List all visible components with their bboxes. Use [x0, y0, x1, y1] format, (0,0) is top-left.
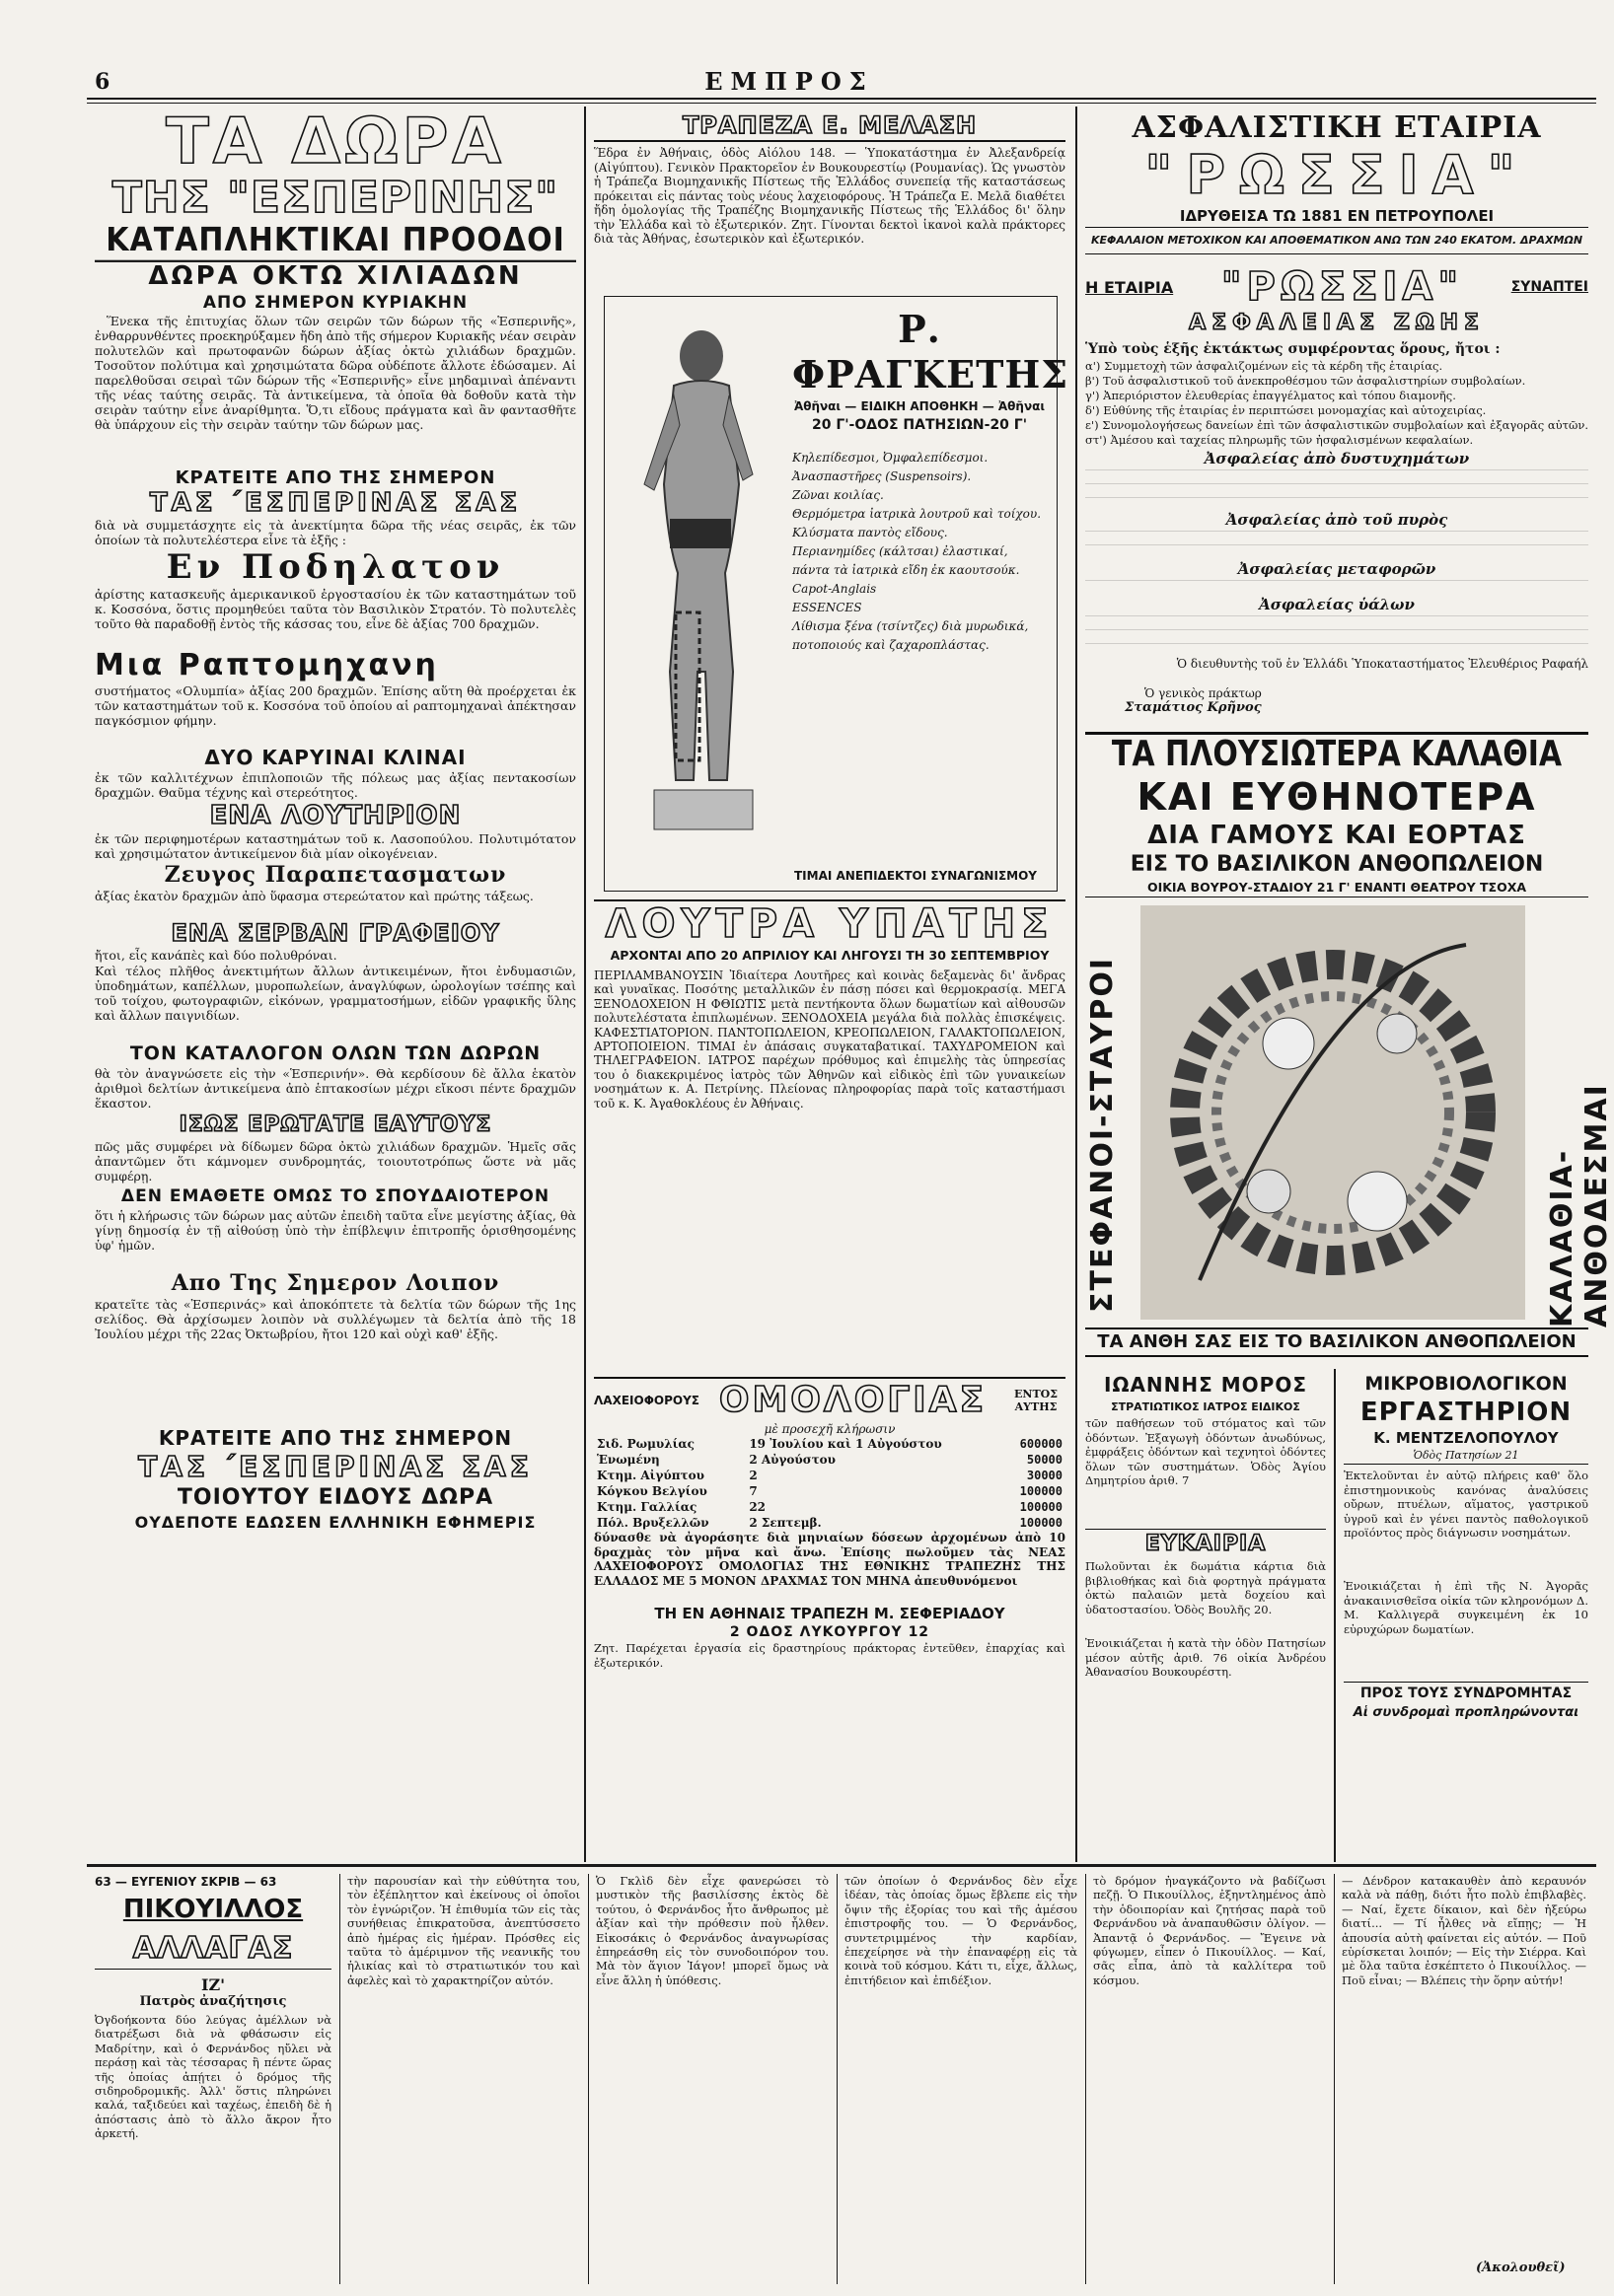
serial-title: ΠΙΚΟΥΙΛΛΟΣ	[122, 1895, 304, 1924]
serial-p2: τὴν παρουσίαν καὶ τὴν εὐθύτητα του, τὸν ἐξέπληττον καὶ ἐκείνους οἱ ὁποῖοι τὸν ἐγνώριζον. Ἡ ἐπιθυμία τῶν εἰς τὰς συνήθειας ἐπικρατοῦσα, ἀνεπτύσσετο ἀπὸ ἡμέρας εἰς ἡμέραν. Πρόσθες εἰς ταῦτα τὸ ἀμέριμνον τῆς νεανικῆς του ἡλικίας καὶ τὸ στρατιωτικόν του καὶ ἀφελὲς καὶ τὸ χαρακτηρίζον αὐτόν.	[347, 1874, 580, 1987]
insurance-terms: Ὑπὸ τοὺς ἑξῆς ἐκτάκτως συμφέροντας ὅρους, ἤτοι :	[1085, 341, 1501, 357]
gifts-title-2: ΤΗΣ "ΕΣΠΕΡΙΝΗΣ"	[111, 173, 559, 223]
doctor-ad	[1085, 1371, 1326, 1723]
insurance-name-2: "ΡΩΣΣΙΑ"	[1220, 264, 1464, 310]
office-heading: ΕΝΑ ΣΕΡΒΑΝ ΓΡΑΦΕΙΟΥ	[171, 919, 500, 947]
insurance-accident: Ἀσφαλείας ἀπὸ δυστυχημάτων	[1204, 450, 1470, 467]
lab-text-2: Ἐνοικιάζεται ἡ ἐπὶ τῆς Ν. Ἀγορᾶς ἀνακαινισθεῖσα οἰκία τῶν κληρονόμων Δ. Μ. Καλλιγερᾶ συγκειμένη ἐκ 10 εὐρυχώρων δωματίων.	[1344, 1579, 1588, 1636]
serial-subtitle: ΑΛΛΑΓΑΣ	[95, 1929, 331, 1970]
sewing-text: συστήματος «Ολυμπία» ἀξίας 200 δραχμῶν. Ἐπίσης αὕτη θὰ προέρχεται ἐκ τῶν καταστημάτων τοῦ κ. Κοσσόνα τοῦ ὁποίου αἱ ραπτομηχαναὶ ἀπέκτησαν παγκόσμιον φήμην.	[95, 683, 576, 728]
lab-text: Ἐκτελοῦνται ἐν αὐτῷ πλήρεις καθ' ὅλο ἐπιστημονικοὺς κανόνας ἀναλύσεις οὔρων, πτυέλων, αἵματος, γαστρικοῦ ὑγροῦ καὶ ἐν γένει παντὸς παθολογικοῦ προϊόντος πρὸς διάγνωσιν νοσημάτων.	[1344, 1469, 1588, 1540]
filler-lines	[1085, 469, 1588, 509]
insurance-footer: Ὁ διευθυντὴς τοῦ ἐν Ἑλλάδι Ὑποκαταστήματος Ἐλευθέριος Ραφαήλ	[1176, 657, 1588, 671]
serial-chapter-title: Πατρὸς ἀναζήτησις	[139, 1994, 287, 2009]
insurance-terms-list	[1085, 359, 1588, 448]
serial-continues: (Ἀκολουθεῖ)	[1476, 2260, 1566, 2275]
sewing-heading: Μια Ραπτομηχανη	[95, 648, 439, 682]
lottery-ad	[594, 1377, 1065, 1670]
lottery-bank: ΤΗ ΕΝ ΑΘΗΝΑΙΣ ΤΡΑΠΕΖΗ Μ. ΣΕΦΕΡΙΑΔΟΥ	[654, 1605, 1005, 1622]
column-divider-inner	[1334, 1369, 1336, 1862]
ask-text: πῶς μᾶς συμφέρει νὰ δίδωμεν δῶρα ὀκτὼ χιλιάδων δραχμῶν. Ἡμεῖς σᾶς ἀπαντῶμεν ὅτι κάμνομεν συνδρομητάς, τοιουτοτρόπως ὥστε νὰ μᾶς συμφέρῃ.	[95, 1139, 576, 1184]
insurance-term: β') Τοῦ ἀσφαλιστικοῦ τοῦ ἀνεκπροθέσμου τῶν ἀσφαλιστηρίων συμβολαίων.	[1085, 374, 1526, 388]
insurance-director: Ὁ γενικὸς πράκτωρ	[1144, 686, 1262, 700]
lottery-prize: 600000	[1019, 1437, 1063, 1451]
gifts-subtitle-2: ΔΩΡΑ ΟΚΤΩ ΧΙΛΙΑΔΩΝ	[148, 261, 523, 291]
shop-item: Θερμόμετρα ἰατρικὰ λουτροῦ καὶ τοίχου.	[792, 507, 1042, 521]
insurance-founded: ΙΔΡΥΘΕΙΣΑ ΤΩ 1881 ΕΝ ΠΕΤΡΟΥΠΟΛΕΙ	[1085, 205, 1588, 228]
header-rule-thin	[87, 103, 1596, 104]
lottery-row	[594, 1515, 1065, 1531]
keep-heading-b-2: ΤΑΣ ΄ΕΣΠΕΡΙΝΑΣ ΣΑΣ	[138, 1451, 533, 1483]
serial-divider	[588, 1874, 589, 2284]
beds-heading: ΔΥΟ ΚΑΡΥΙΝΑΙ ΚΛΙΝΑΙ	[204, 746, 467, 769]
occasion-text: Πωλοῦνται ἐκ δωμάτια κάρτια διὰ βιβλιοθήκας καὶ διὰ φορτηγὰ πράγματα ὀκτὼ παλαιῶν μετὰ δοχείου καὶ ὑδατοστασίου. Ὁδὸς Βουλῆς 20.	[1085, 1559, 1326, 1616]
lab-owner: Κ. ΜΕΝΤΖΕΛΟΠΟΥΛΟΥ	[1373, 1429, 1559, 1447]
bank-title: ΤΡΑΠΕΖΑ Ε. ΜΕΛΑΣΗ	[594, 110, 1065, 142]
lottery-prize: 100000	[1019, 1484, 1063, 1498]
baths-title: ΛΟΥΤΡΑ ΥΠΑΤΗΣ	[594, 899, 1065, 947]
occasion-heading: ΕΥΚΑΙΡΙΑ	[1085, 1529, 1326, 1559]
gifts-intro: Ἕνεκα τῆς ἐπιτυχίας ὅλων τῶν σειρῶν τῶν δώρων τῆς «Ἑσπερινῆς», ἐνθαρρυνθέντες προεκηρύξαμεν ἤδη ἀπὸ τῆς σήμερον Κυριακῆς νέαν σειρὰν πολυτελῶν καὶ πρωτοφανῶν δώρων ἀξίας ὀκτὼ χιλιάδων δραχμῶν. Τοσοῦτον πολύτιμα καὶ χρησιμώτατα δῶρα οὐδέποτε ἄλλοτε ἐδώσαμεν. Αἱ παρελθοῦσαι σειραὶ τῶν δώρων τῆς «Ἑσπερινῆς» εἶνε μηδαμιναὶ ἀπέναντι τῆς νέας ταύτης σειρᾶς. Τὰ ἀντικείμενα, τὰ ὁποῖα θὰ δοθοῦν κατὰ τὴν σειρὰν ταύτην εἶνε ἀναρίθμητα. Ὅ,τι εἴδους πράγματα καὶ ἂν φαντασθῆτε θὰ ὑπάρχουν εἰς τὴν σειρὰν ταύτην τῶν δώρων μας.	[95, 314, 576, 432]
shop-line: Ἀθῆναι — ΕΙΔΙΚΗ ΑΠΟΘΗΚΗ — Ἀθῆναι	[793, 399, 1046, 413]
insurance-name: "ΡΩΣΣΙΑ"	[1144, 144, 1529, 206]
seriousness-text: ὅτι ἡ κλήρωσις τῶν δώρων μας αὐτῶν ἐπειδὴ ταῦτα εἶνε μεγίστης ἀξίας, θὰ γίνῃ δημοσίᾳ ἐν τῇ αἰθούσῃ ὑπὸ τὴν ἐπίβλεψιν ἐπιτροπῆς ὁρισθησομένης ὑφ' ἡμῶν.	[95, 1208, 576, 1253]
from-today-text: κρατεῖτε τὰς «Ἑσπερινάς» καὶ ἀποκόπτετε τὰ δελτία τῶν δώρων τῆς 1ης σελίδος. Θὰ ἀρχίσωμεν λοιπὸν νὰ συλλέγωμεν τὰ δελτία ἀπὸ τῆς 18 Ἰουλίου μέχρι τῆς 22ας Ὀκτωβρίου, ἤτοι 120 καὶ οὐχὶ καθ' ἑξῆς.	[95, 1297, 576, 1341]
lottery-date: 2 Αὐγούστου	[749, 1453, 836, 1467]
shop-item: ESSENCES	[792, 601, 862, 614]
lottery-prize: 100000	[1019, 1500, 1063, 1514]
curtains-text: ἀξίας ἑκατὸν δραχμῶν ἀπὸ ὕφασμα στερεώτατον καὶ πρώτης τάξεως.	[95, 889, 534, 903]
lottery-date: 19 Ἰουλίου καὶ 1 Αὐγούστου	[749, 1437, 942, 1451]
filler-lines	[1085, 531, 1588, 558]
ask-heading: ΙΣΩΣ ΕΡΩΤΑΤΕ ΕΑΥΤΟΥΣ	[179, 1112, 492, 1137]
lab-title: ΜΙΚΡΟΒΙΟΛΟΓΙΚΟΝ	[1364, 1373, 1568, 1395]
serial-chapter: ΙΖ'	[200, 1975, 226, 1994]
insurance-contracts: ΣΥΝΑΠΤΕΙ	[1510, 279, 1588, 295]
wreath-h1: ΤΑ ΠΛΟΥΣΙΩΤΕΡΑ ΚΑΛΑΘΙΑ	[1111, 733, 1563, 775]
lottery-name: Κόγκου Βελγίου	[597, 1484, 707, 1498]
insurance-term: γ') Ἀπεριόριστον ἐλευθερίας ἐπαγγέλματος καὶ τόπου διαμονῆς.	[1085, 389, 1456, 402]
from-today-heading: Απο Της Σημερον Λοιπον	[171, 1270, 500, 1296]
lottery-date: 2 Σεπτεμβ.	[749, 1516, 822, 1530]
insurance-company: Η ΕΤΑΙΡΙΑ	[1085, 277, 1174, 297]
serial-divider	[1085, 1874, 1086, 2284]
serial-p3: Ὁ Γκλὶδ δὲν εἶχε φανερώσει τὸ μυστικὸν τῆς βασιλίσσης ἐκτὸς δὲ τούτου, ὁ Φερνάνδος ἦτο ἄνθρωπος μὲ ἀξίαν καὶ τὴν πρόθεσιν ποὺ ἦλθεν. Εἰκοσάκις ὁ Φερνάνδος ἀναγνωρίσας ἐπηρεάσθη εἰς τὸν συνοδοιπόρον του. Μὰ τὸν ἅγιον Ἰάγον! μπορεῖ ὅμως νὰ εἶνε ἄλλη ἡ ὑπόθεσις.	[596, 1874, 829, 1987]
wreath-right-label: ΚΑΛΑΘΙΑ-ΑΝΘΟΔΕΣΜΑΙ	[1545, 1083, 1614, 1327]
shop-address: 20 Γ'-ΟΔΟΣ ΠΑΤΗΣΙΩΝ-20 Γ'	[811, 417, 1028, 433]
shop-items-list	[792, 449, 1047, 655]
lottery-row	[594, 1436, 1065, 1452]
never-line-2: ΟΥΔΕΠΟΤΕ ΕΔΩΣΕΝ ΕΛΛΗΝΙΚΗ ΕΦΗΜΕΡΙΣ	[134, 1513, 537, 1532]
insurance-title: ΑΣΦΑΛΙΣΤΙΚΗ ΕΤΑΙΡΙΑ	[1132, 110, 1542, 145]
keep-heading-2: ΤΑΣ ΄ΕΣΠΕΡΙΝΑΣ ΣΑΣ	[149, 488, 522, 518]
lottery-label: ΛΑΧΕΙΟΦΟΡΟΥΣ	[594, 1394, 699, 1407]
shop-item: Κλύσματα παντὸς εἴδους.	[792, 526, 948, 539]
insurance-term: δ') Εὐθύνης τῆς ἑταιρίας ἐν περιπτώσει μονομαχίας καὶ αὐτοχειρίας.	[1085, 403, 1487, 417]
beds-text: ἐκ τῶν καλλιτέχνων ἐπιπλοποιῶν τῆς πόλεως μας ἀξίας πεντακοσίων δραχμῶν. Θαῦμα τέχνης καὶ στερεότητος.	[95, 770, 576, 800]
serial-address: 63 — ΕΥΓΕΝΙΟΥ ΣΚΡΙΒ — 63	[95, 1875, 277, 1889]
shop-item: Ἀνασπαστῆρες (Suspensoirs).	[792, 469, 972, 483]
section-rule	[87, 1864, 1596, 1867]
lab-title-2: ΕΡΓΑΣΤΗΡΙΟΝ	[1359, 1398, 1573, 1427]
lottery-name: Κτημ. Αἰγύπτου	[597, 1469, 704, 1482]
gifts-title: ΤΑ ΔΩΡΑ	[166, 106, 505, 179]
baths-text: ΠΕΡΙΛΑΜΒΑΝΟΥΣΙΝ Ἰδιαίτερα Λουτῆρες καὶ κοινὰς δεξαμενὰς δι' ἄνδρας καὶ γυναῖκας. Ποσότης μεταλλικῶν ἐν πάσῃ πόσει καὶ θερμοκρασίᾳ. ΜΕΓΑ ΞΕΝΟΔΟΧΕΙΟΝ Η ΦΘΙΩΤΙΣ μετὰ πεντήκοντα ὅλων δωματίων καὶ αἰθουσῶν πολυτελέστατα ἐπιπλωμένων. ΞΕΝΟΔΟΧΕΙΑ μεγάλα διὰ πολλὰς ἐπισκέψεις. ΚΑΦΕΣΤΙΑΤΟΡΙΟΝ. ΠΑΝΤΟΠΩΛΕΙΟΝ, ΚΡΕΟΠΩΛΕΙΟΝ, ΓΑΛΑΚΤΟΠΩΛΕΙΟΝ, ΑΡΤΟΠΟΙΕΙΟΝ. ΤΙΜΑΙ ἐν ἀπάσαις συγκαταβατικαί. ΤΑΧΥΔΡΟΜΕΙΟΝ καὶ ΤΗΛΕΓΡΑΦΕΙΟΝ. ΙΑΤΡΟΣ παρέχων πρόθυμος καὶ ἐπιμελὴς τὰς ὑπηρεσίας του ὁ διακεκριμένος ἰατρὸς τῶν Ἀθηνῶν καὶ εἰδικὸς ἐπὶ τῶν γυναικείων νοσημάτων κ. Α. Πετρίνης. Πλείονας πληροφορίας παρὰ τοῖς καταστήμασι τοῦ κ. Κ. Ἀγαθοκλέους ἐν Ἀθήναις.	[594, 969, 1065, 1111]
office-text: ἤτοι, εἶς κανάπὲς καὶ δύο πολυθρόναι.	[95, 948, 337, 963]
header-rule	[87, 98, 1596, 100]
lottery-prize: 50000	[1026, 1453, 1063, 1467]
serial-p6: — Δένδρον κατακαυθὲν ἀπὸ κεραυνόν καλὰ νὰ πάθῃ, διότι ἦτο πολὺ ἐπιβλαβὲς. — Ναί, ἔχετε δίκαιον, καὶ δὲν ἠξεύρω διατί... — Τί ἦλθες νὰ εἴπῃς; — Ἡ ἀπουσία αὐτὴ φαίνεται εἰς αὐτόν. — Ποῦ εὑρίσκεται λοιπόν; — Εἰς τὴν Σιέρρα. Καὶ μὲ ὅλα ταῦτα ἐσκέπτετο ὁ Πικουίλλος. — Ποῦ εἶναι; — Βλέπεις τὴν ὅρην αὐτήν!	[1342, 1874, 1586, 1987]
from-sunday: ΑΠΟ ΣΗΜΕΡΟΝ ΚΥΡΙΑΚΗΝ	[202, 293, 469, 313]
lottery-side: ΕΝΤΟΣ ΑΥΤΗΣ	[1014, 1388, 1058, 1413]
insurance-ad	[1085, 110, 1588, 715]
baths-ad	[594, 899, 1065, 1320]
serial-p1: Ὀγδοήκοντα δύο λεύγας ἀμέλλων νὰ διατρέξωσι διὰ νὰ φθάσωσιν εἰς Μαδρίτην, καὶ ὁ Φερνάνδος ηὔλει νὰ περάσῃ καὶ τὰς τέσσαρας ἢ πέντε ὥρας τῆς ὁποίας ἀπῄτει ὁ δρόμος τῆς σιδηροδρομικῆς. Ἀλλ' ὅστις πληρώνει καλά, ταξιδεύει καὶ ταχέως, ἐπειδὴ δὲ ἡ ἀπόστασις ἀπὸ τὸ ἄλλο ἄκρον ἦτο ἀρκετή.	[95, 2013, 331, 2141]
shop-footer: ΤΙΜΑΙ ΑΝΕΠΙΔΕΚΤΟΙ ΣΥΝΑΓΩΝΙΣΜΟΥ	[794, 869, 1037, 883]
filler-lines	[1085, 615, 1588, 657]
lottery-date: 2	[749, 1469, 758, 1482]
lottery-date: 7	[749, 1484, 758, 1498]
column-divider	[584, 107, 586, 1862]
lottery-title: ΟΜΟΛΟΓΙΑΣ	[718, 1380, 988, 1420]
wreath-left-label: ΣΤΕΦΑΝΟΙ-ΣΤΑΥΡΟΙ	[1085, 957, 1120, 1313]
subscribers-heading: ΠΡΟΣ ΤΟΥΣ ΣΥΝΔΡΟΜΗΤΑΣ	[1344, 1682, 1588, 1704]
shop-name: Ρ. ΦΡΑΓΚΕΤΗΣ	[792, 307, 1069, 396]
column-divider	[1075, 107, 1077, 1862]
curtains-heading: Ζευγος Παραπετασματων	[164, 862, 507, 888]
serial-section	[95, 1874, 1590, 2288]
page-number: 6	[95, 69, 110, 95]
never-line-1: ΤΟΙΟΥΤΟΥ ΕΙΔΟΥΣ ΔΩΡΑ	[177, 1485, 494, 1510]
lottery-name: Κτημ. Γαλλίας	[597, 1500, 697, 1514]
shop-item: Ζῶναι κοιλίας.	[792, 488, 884, 502]
shop-item: Κηλεπίδεσμοι, Ὀμφαλεπίδεσμοι.	[792, 451, 989, 465]
wreath-h5: ΟΙΚΙΑ ΒΟΥΡΟΥ-ΣΤΑΔΙΟΥ 21 Γ' ΕΝΑΝΤΙ ΘΕΑΤΡΟΥ ΤΣΟΧΑ	[1085, 879, 1588, 897]
insurance-fire: Ἀσφαλείας ἀπὸ τοῦ πυρὸς	[1225, 511, 1448, 529]
catalog-text: θὰ τὸν ἀναγνώσετε εἰς τὴν «Ἑσπερινήν». Θὰ κερδίσουν δὲ ἄλλα ἑκατὸν ἀριθμοὶ δελτίων ἀντικείμενα ἀπὸ ἑπτακοσίων μέχρι εἴκοσι πέντε δραχμῶν ἕκαστον.	[95, 1066, 576, 1111]
wreath-h2: ΚΑΙ ΕΥΘΗΝΟΤΕΡΑ	[1137, 775, 1537, 819]
shop-item: Λίθισμα ξένα (τσίντζες) διὰ μυρωδικά, ποτοποιούς καὶ ζαχαροπλάστας.	[792, 619, 1029, 652]
orthopedic-ad	[604, 296, 1069, 892]
lottery-row	[594, 1468, 1065, 1483]
lab-address: Ὁδὸς Πατησίων 21	[1344, 1448, 1588, 1465]
insurance-term: α') Συμμετοχὴ τῶν ἀσφαλιζομένων εἰς τὰ κέρδη τῆς ἑταιρίας.	[1085, 359, 1443, 373]
serial-divider	[1334, 1874, 1335, 2284]
insurance-term: ε') Συνομολογήσεως δανείων ἐπὶ τῶν ἀσφαλιστικῶν συμβολαίων καὶ ἐξαγορᾶς αὐτῶν.	[1085, 418, 1588, 432]
serial-p5: τὸ δρόμον ἠναγκάζοντο νὰ βαδίζωσι πεζῇ. Ὁ Πικουίλλος, ἐξηντλημένος ἀπὸ τὴν ὁδοιπορίαν καὶ ζητήσας παρὰ τοῦ Φερνάνδου νὰ ἀναπαυθῶσιν ὀλίγον. — Ἀπαντᾷ ὁ Φερνάνδος. — Ἔγεινε νὰ φύγωμεν, εἶπεν ὁ Πικουίλλος. — Καί, σᾶς εἶπα, ἀπὸ τὰ καλλίτερα τοῦ κόσμου.	[1093, 1874, 1326, 1987]
seriousness-heading: ΔΕΝ ΕΜΑΘΕΤΕ ΟΜΩΣ ΤΟ ΣΠΟΥΔΑΙΟΤΕΡΟΝ	[120, 1186, 550, 1206]
lottery-text: δύνασθε νὰ ἀγοράσητε διὰ μηνιαίων δόσεων ἀρχομένων ἀπὸ 10 δραχμὰς τὸν μῆνα καὶ ἄνω. Ἐπίσης πωλοῦμεν τὰς ΝΕΑΣ ΛΑΧΕΙΟΦΟΡΟΥΣ ΟΜΟΛΟΓΙΑΣ ΤΗΣ ΕΘΝΙΚΗΣ ΤΡΑΠΕΖΗΣ ΤΗΣ ΕΛΛΑΔΟΣ ΜΕ 5 ΜΟΝΟΝ ΔΡΑΧΜΑΣ ΤΟΝ ΜΗΝΑ ἀπευθυνόμενοι	[594, 1531, 1065, 1588]
lottery-name: Σιδ. Ρωμυλίας	[597, 1437, 695, 1451]
lottery-row	[594, 1452, 1065, 1468]
keep-heading: ΚΡΑΤΕΙΤΕ ΑΠΟ ΤΗΣ ΣΗΜΕΡΟΝ	[175, 467, 496, 488]
insurance-director-name: Σταμάτιος Κρῆνος	[1125, 700, 1262, 715]
occasion-text-2: Ἐνοικιάζεται ἡ κατὰ τὴν ὁδὸν Πατησίων μέσον αὐτῆς ἀριθ. 76 οἰκία Ἀνδρέου Ἀθανασίου Βουκουρέστη.	[1085, 1636, 1326, 1679]
many-gifts-text: Καὶ τέλος πλῆθος ἀνεκτιμήτων ἄλλων ἀντικειμένων, ἤτοι ἐνδυμασιῶν, ὑποδημάτων, καπέλλων, μυροπωλείων, ἀναγλύφων, ὡρολογίων τσέπης καὶ τοῦ τοίχου, φωτογραφιῶν, εἰκόνων, γραμματοσήμων, εἰδῶν γραφικῆς ὕλης καὶ ἄλλων παιγνιδίων.	[95, 964, 576, 1023]
lottery-prize: 30000	[1026, 1469, 1063, 1482]
doctor-name: ΙΩΑΝΝΗΣ ΜΟΡΟΣ	[1104, 1373, 1307, 1397]
filler-lines	[1085, 580, 1588, 594]
lottery-address: 2 ΟΔΟΣ ΛΥΚΟΥΡΓΟΥ 12	[729, 1624, 930, 1640]
bank-ad	[594, 110, 1065, 304]
masthead: ΕΜΠΡΟΣ	[704, 67, 874, 96]
lottery-sub: μὲ προσεχῆ κλήρωσιν	[764, 1422, 896, 1436]
bank-text: Ἕδρα ἐν Ἀθήναις, ὁδὸς Αἰόλου 148. — Ὑποκατάστημα ἐν Ἀλεξανδρείᾳ (Αἰγύπτου). Γενικὸν Πρακτορεῖον ἐν Βουκουρεστίῳ (Ρουμανίας). Ὡς γνωστὸν ἡ Τράπεζα Βιομηχανικῆς Πίστεως τῆς Ἑλλάδος συνεπείᾳ τῆς καταστάσεως πρόκειται εἰς πάντας τοὺς νέους λαχειοφόρους. Ἡ Τράπεζα Ε. Μελᾶ διαθέτει ἤδη ὁμολογίας τῆς Τραπέζης Βιομηχανικῆς Πίστεως τῆς Ἑλλάδος δι' ὅλην τὴν Ἑλλάδα καὶ τὸ ἐξωτερικόν. Ζητ. Γίνονται δεκτοὶ ἱκανοὶ καλὰ πράκτορες διὰ τὰς Ἀθήνας, ἐσωτερικὸν καὶ ἐξωτερικόν.	[594, 146, 1065, 246]
serial-divider	[837, 1874, 838, 2284]
flower-shop-ad	[1085, 732, 1614, 1357]
serial-p4: τῶν ὁποίων ὁ Φερνάνδος δὲν εἶχε ἰδέαν, τὰς ὁποίας ὅμως ἔβλεπε εἰς τὴν ὄψιν τῆς ἐξορίας του καὶ τῆς ἀμέσου ἐπιστροφῆς του. — Ὁ Φερνάνδος, συντετριμμένος τὴν καρδίαν, ἐπεχείρησε νὰ τὴν ἐπαναφέρῃ εἰς τὰ κοινὰ τοῦ κόσμου. Κάτι τι, εἶχε, ἄλλως, ἐπιτήδειον καὶ ἐπιδέξιον.	[844, 1874, 1077, 1987]
lottery-table	[594, 1436, 1065, 1531]
wreath-illustration	[1140, 905, 1525, 1320]
keep-text: διὰ νὰ συμμετάσχητε εἰς τὰ ἀνεκτίμητα δῶρα τῆς νέας σειρᾶς, ἐκ τῶν ὁποίων τὰ πολυτελέστερα εἶνε τὰ ἑξῆς :	[95, 518, 576, 547]
catalog-heading: ΤΟΝ ΚΑΤΑΛΟΓΟΝ ΟΛΩΝ ΤΩΝ ΔΩΡΩΝ	[129, 1042, 542, 1064]
subscribers-text: Αἱ συνδρομαὶ προπληρώνονται	[1353, 1705, 1579, 1720]
lottery-prize: 100000	[1019, 1516, 1063, 1530]
wreath-h4: ΕΙΣ ΤΟ ΒΑΣΙΛΙΚΟΝ ΑΝΘΟΠΩΛΕΙΟΝ	[1130, 852, 1544, 877]
bicycle-text: ἀρίστης κατασκευῆς ἀμερικανικοῦ ἐργοστασίου ἐκ τῶν καταστημάτων τοῦ κ. Κοσσόνα, ὅστις προμηθεύει ταῦτα τὸν Βασιλικὸν Στρατόν. Τὸ πολυτελὲς τοῦτο θὰ παραδοθῇ ἐντὸς τῆς κάσσας του, εἶνε δὲ ἀξίας 700 δραχμῶν.	[95, 587, 576, 631]
doctor-title: ΣΤΡΑΤΙΩΤΙΚΟΣ ΙΑΤΡΟΣ ΕΙΔΙΚΟΣ	[1111, 1400, 1300, 1413]
insurance-capital: ΚΕΦΑΛΑΙΟΝ ΜΕΤΟΧΙΚΟΝ ΚΑΙ ΑΠΟΘΕΜΑΤΙΚΟΝ ΑΝΩ ΤΩΝ 240 ΕΚΑΤΟΜ. ΔΡΑΧΜΩΝ	[1085, 228, 1588, 254]
shop-item: Capot-Anglais	[792, 582, 877, 596]
lottery-name: Ἑνωμένη	[597, 1453, 660, 1467]
keep-heading-b: ΚΡΑΤΕΙΤΕ ΑΠΟ ΤΗΣ ΣΗΜΕΡΟΝ	[158, 1426, 513, 1450]
lottery-row	[594, 1483, 1065, 1499]
insurance-term: στ') Ἀμέσου καὶ ταχείας πληρωμῆς τῶν ἠσφαλισμένων κεφαλαίων.	[1085, 433, 1474, 447]
serial-divider	[339, 1874, 340, 2284]
gifts-subtitle: ΚΑΤΑΠΛΗΚΤΙΚΑΙ ΠΡΟΟΔΟΙ	[95, 221, 576, 262]
flowers-heading: ΤΑ ΑΝΘΗ ΣΑΣ ΕΙΣ ΤΟ ΒΑΣΙΛΙΚΟΝ ΑΝΘΟΠΩΛΕΙΟΝ	[1085, 1327, 1588, 1357]
baths-season: ΑΡΧΟΝΤΑΙ ΑΠΟ 20 ΑΠΡΙΛΙΟΥ ΚΑΙ ΛΗΓΟΥΣΙ ΤΗ 30 ΣΕΠΤΕΜΒΡΙΟΥ	[610, 948, 1050, 963]
bath-text: ἐκ τῶν περιφημοτέρων καταστημάτων τοῦ κ. Λασοπούλου. Πολυτιμότατον καὶ χρησιμώτατον ἀντικείμενον διὰ μίαν οἰκογένειαν.	[95, 831, 576, 861]
insurance-transport: Ἀσφαλείας μεταφορῶν	[1237, 560, 1436, 578]
wreath-h3: ΔΙΑ ΓΑΜΟΥΣ ΚΑΙ ΕΟΡΤΑΣ	[1147, 821, 1526, 850]
lottery-row	[594, 1499, 1065, 1515]
gifts-column	[95, 106, 576, 1858]
lottery-note: Ζητ. Παρέχεται ἐργασία εἰς δραστηρίους πράκτορας ἐντεῦθεν, ἐπαρχίας καὶ ἐξωτερικόν.	[594, 1641, 1065, 1670]
lottery-date: 22	[749, 1500, 767, 1514]
bicycle-heading: Εν Ποδηλατον	[166, 547, 505, 587]
lab-ad	[1344, 1371, 1588, 1722]
shop-item: Περιανημίδες (κάλτσαι) ἐλαστικαί, πάντα τὰ ἰατρικὰ εἴδη ἐκ καουτσούκ.	[792, 544, 1020, 577]
statue-illustration	[615, 317, 782, 869]
insurance-life: ΑΣΦΑΛΕΙΑΣ ΖΩΗΣ	[1189, 311, 1485, 335]
bath-heading: ΕΝΑ ΛΟΥΤΗΡΙΟΝ	[209, 801, 462, 830]
doctor-text: τῶν παθήσεων τοῦ στόματος καὶ τῶν ὀδόντων. Ἐξαγωγὴ ὀδόντων ἀνωδύνως, ἐμφράξεις ὀδόντων καὶ τεχνητοὶ ὀδόντες ὅλων τῶν συστημάτων. Ὁδὸς Ἁγίου Δημητρίου ἀριθ. 7	[1085, 1416, 1326, 1487]
lottery-name: Πόλ. Βρυξελλῶν	[597, 1516, 709, 1530]
insurance-glass: Ἀσφαλείας ὑάλων	[1259, 596, 1415, 613]
